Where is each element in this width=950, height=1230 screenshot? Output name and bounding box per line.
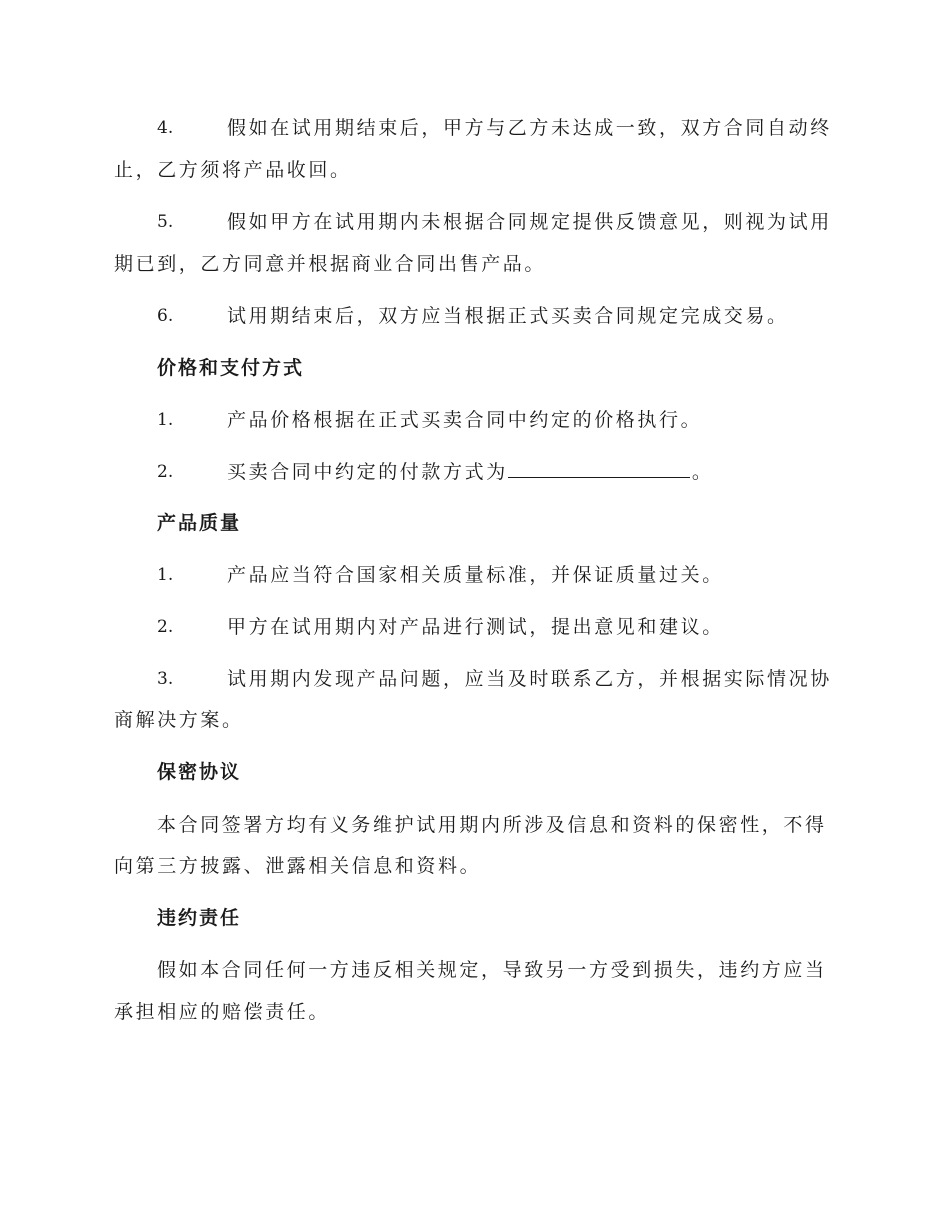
clause-text: 产品价格根据在正式买卖合同中约定的价格执行。 bbox=[227, 409, 703, 431]
clause-number: 3. bbox=[157, 669, 174, 689]
paragraph-text: 本合同签署方均有义务维护试用期内所涉及信息和资料的保密性，不得 bbox=[157, 814, 827, 836]
clause-number: 5. bbox=[157, 212, 174, 232]
clause-text: 试用期内发现产品问题，应当及时联系乙方，并根据实际情况协 bbox=[227, 668, 832, 690]
section-heading: 价格和支付方式 bbox=[157, 357, 305, 379]
clause-number: 6. bbox=[157, 306, 174, 326]
clause-text-continued: 商解决方案。 bbox=[114, 709, 244, 731]
fill-in-blank bbox=[508, 459, 690, 478]
clause-text: 假如在试用期结束后，甲方与乙方未达成一致，双方合同自动终 bbox=[227, 117, 832, 139]
clause-number: 1. bbox=[157, 565, 174, 585]
clause-text-continued: 期已到，乙方同意并根据商业合同出售产品。 bbox=[114, 253, 547, 275]
clause-number: 2. bbox=[157, 462, 174, 482]
section-heading: 产品质量 bbox=[157, 512, 242, 534]
clause-text: 甲方在试用期内对产品进行测试，提出意见和建议。 bbox=[227, 616, 724, 638]
clause-number: 1. bbox=[157, 410, 174, 430]
paragraph-text-continued: 向第三方披露、泄露相关信息和资料。 bbox=[114, 855, 482, 877]
clause-number: 4. bbox=[157, 118, 174, 138]
clause-text: 试用期结束后，双方应当根据正式买卖合同规定完成交易。 bbox=[227, 305, 789, 327]
clause-text: 产品应当符合国家相关质量标准，并保证质量过关。 bbox=[227, 564, 724, 586]
paragraph-text: 假如本合同任何一方违反相关规定，导致另一方受到损失，违约方应当 bbox=[157, 959, 827, 981]
clause-number: 2. bbox=[157, 617, 174, 637]
paragraph-text-continued: 承担相应的赔偿责任。 bbox=[114, 1001, 331, 1023]
clause-suffix: 。 bbox=[691, 461, 714, 483]
section-heading: 保密协议 bbox=[157, 761, 242, 783]
clause-text: 假如甲方在试用期内未根据合同规定提供反馈意见，则视为试用 bbox=[227, 211, 832, 233]
clause-text-continued: 止，乙方须将产品收回。 bbox=[114, 159, 352, 181]
section-heading: 违约责任 bbox=[157, 907, 242, 929]
clause-text: 买卖合同中约定的付款方式为 bbox=[227, 461, 508, 483]
clause-text-with-blank bbox=[227, 459, 713, 485]
